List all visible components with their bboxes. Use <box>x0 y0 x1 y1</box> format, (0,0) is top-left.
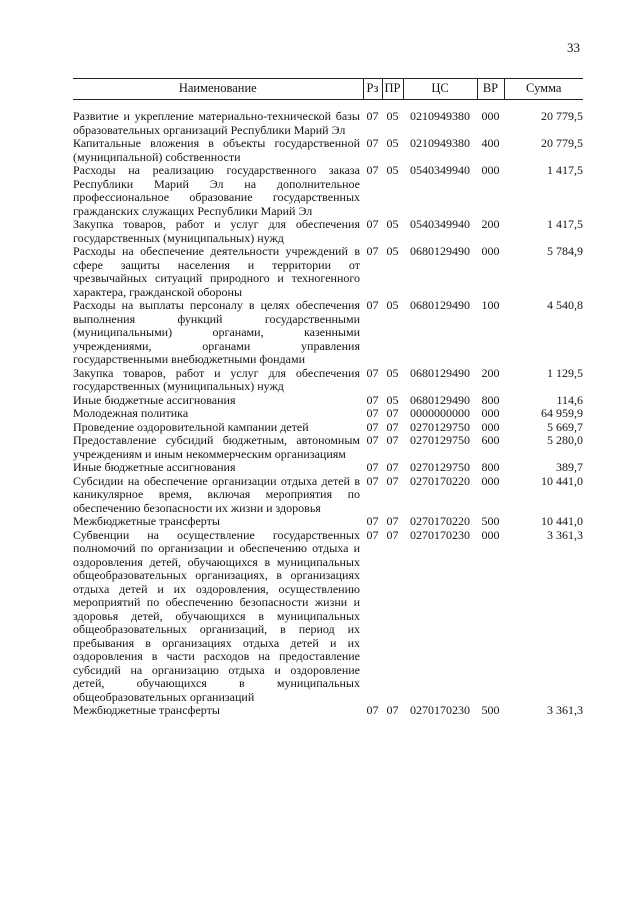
header-pr: ПР <box>382 79 403 100</box>
cell-vr: 800 <box>481 460 500 474</box>
cell-pr: 05 <box>386 298 399 312</box>
cell-name: Предоставление субсидий бюджетным, автономным учреждениям и иным некоммерческим организациям <box>73 433 360 461</box>
cell-vr: 000 <box>481 244 500 258</box>
cell-pr: 05 <box>386 365 399 380</box>
table-row <box>73 394 583 408</box>
cell-sum: 1 417,5 <box>547 163 583 177</box>
table-row <box>73 704 583 718</box>
page-number: 33 <box>567 40 580 55</box>
cell-sum: 1 417,5 <box>547 217 583 231</box>
cell-rz: 07 <box>366 473 379 488</box>
cell-rz: 07 <box>366 244 379 258</box>
cell-cs: 0270129750 <box>410 433 470 447</box>
cell-pr: 05 <box>386 392 399 407</box>
cell-name: Развитие и укрепление материально-технической базы образовательных организаций Республики Марий Эл <box>73 109 360 137</box>
cell-name: Расходы на обеспечение деятельности учреждений в сфере защиты населения и территории от чрезвычайных ситуаций природного и техногенного характера, гражданской обороны <box>73 244 360 299</box>
cell-cs: 0210949380 <box>410 109 470 123</box>
cell-sum: 20 779,5 <box>541 109 583 123</box>
table-row <box>73 299 583 367</box>
cell-pr: 05 <box>386 244 399 258</box>
cell-cs: 0680129490 <box>410 244 470 258</box>
cell-name: Межбюджетные трансферты <box>73 514 220 528</box>
cell-cs: 0270129750 <box>410 460 470 474</box>
cell-sum: 5 669,7 <box>547 419 583 434</box>
cell-rz: 07 <box>366 514 379 528</box>
cell-cs: 0270129750 <box>410 419 470 434</box>
cell-sum: 64 959,9 <box>541 406 583 420</box>
table-row <box>73 421 583 435</box>
cell-vr: 200 <box>481 217 500 231</box>
cell-sum: 4 540,8 <box>547 298 583 312</box>
table-row <box>73 137 583 164</box>
table-row <box>73 529 583 705</box>
header-cs: ЦС <box>403 79 477 100</box>
cell-name: Субвенции на осуществление государственных полномочий по организации и обеспечению отдыха и оздоровления детей, обучающихся в муниципальных общеобразовательных организациях, в организациях отдыха детей и их оздоровления, осуществлению мероприятий по обеспечению безопасности жизни и здоровья детей, обучающихся в муниципальных общеобразовательных организаций, в период их пребывания в организациях отдыха детей и их оздоровления в части расходов на предоставление субсидий на организацию отдыха и оздоровление детей, обучающихся в муниципальных общеобразовательных организаций <box>73 527 360 704</box>
cell-sum: 5 784,9 <box>547 244 583 258</box>
cell-rz: 07 <box>366 365 379 380</box>
cell-name: Молодежная политика <box>73 406 189 420</box>
cell-name: Иные бюджетные ассигнования <box>73 392 236 407</box>
cell-sum: 3 361,3 <box>547 527 583 542</box>
cell-pr: 05 <box>386 109 399 123</box>
cell-cs: 0270170230 <box>410 527 470 542</box>
cell-vr: 000 <box>481 109 500 123</box>
cell-pr: 05 <box>386 163 399 177</box>
cell-name: Межбюджетные трансферты <box>73 703 220 717</box>
header-sum: Сумма <box>504 79 583 100</box>
cell-cs: 0210949380 <box>410 136 470 150</box>
budget-table <box>73 78 583 718</box>
header-name: Наименование <box>73 79 363 100</box>
cell-pr: 07 <box>386 527 399 542</box>
cell-rz: 07 <box>366 460 379 474</box>
table-row <box>73 407 583 421</box>
cell-name: Закупка товаров, работ и услуг для обеспечения государственных (муниципальных) нужд <box>73 365 360 393</box>
cell-name: Проведение оздоровительной кампании детей <box>73 419 309 434</box>
cell-rz: 07 <box>366 392 379 407</box>
cell-vr: 500 <box>481 514 500 528</box>
table-row <box>73 245 583 299</box>
cell-pr: 07 <box>386 419 399 434</box>
cell-pr: 07 <box>386 406 399 420</box>
cell-vr: 200 <box>481 365 500 380</box>
cell-rz: 07 <box>366 433 379 447</box>
cell-rz: 07 <box>366 419 379 434</box>
cell-name: Капитальные вложения в объекты государственной (муниципальной) собственности <box>73 136 360 164</box>
cell-cs: 0540349940 <box>410 217 470 231</box>
header-vr: ВР <box>477 79 504 100</box>
cell-sum: 1 129,5 <box>547 365 583 380</box>
cell-cs: 0000000000 <box>410 406 470 420</box>
cell-name: Расходы на реализацию государственного заказа Республики Марий Эл на дополнительное профессиональное образование государственных гражданских служащих Республики Марий Эл <box>73 163 360 218</box>
cell-pr: 05 <box>386 217 399 231</box>
cell-sum: 114,6 <box>556 392 583 407</box>
cell-sum: 10 441,0 <box>541 473 583 488</box>
cell-pr: 07 <box>386 703 399 717</box>
cell-vr: 000 <box>481 406 500 420</box>
cell-vr: 000 <box>481 527 500 542</box>
cell-pr: 07 <box>386 514 399 528</box>
cell-sum: 389,7 <box>556 460 583 474</box>
cell-cs: 0270170230 <box>410 703 470 717</box>
cell-vr: 000 <box>481 163 500 177</box>
cell-cs: 0680129490 <box>410 365 470 380</box>
cell-rz: 07 <box>366 406 379 420</box>
table-row <box>73 475 583 516</box>
cell-name: Расходы на выплаты персоналу в целях обеспечения выполнения функций государственными (муниципальными) органами, казенными учреждениями, органами управления государственными внебюджетными фондами <box>73 298 360 366</box>
table-header-row <box>73 79 583 100</box>
cell-pr: 07 <box>386 473 399 488</box>
cell-sum: 3 361,3 <box>547 703 583 717</box>
table-row <box>73 164 583 218</box>
table-row <box>73 367 583 394</box>
cell-vr: 800 <box>481 392 500 407</box>
cell-name: Закупка товаров, работ и услуг для обеспечения государственных (муниципальных) нужд <box>73 217 360 245</box>
table-row <box>73 434 583 461</box>
cell-vr: 500 <box>481 703 500 717</box>
table-row <box>73 218 583 245</box>
table-body <box>73 100 583 718</box>
cell-sum: 10 441,0 <box>541 514 583 528</box>
cell-rz: 07 <box>366 217 379 231</box>
table-row <box>73 100 583 138</box>
cell-vr: 000 <box>481 419 500 434</box>
cell-sum: 5 280,0 <box>547 433 583 447</box>
cell-vr: 400 <box>481 136 500 150</box>
header-rz: Рз <box>363 79 382 100</box>
table-row <box>73 515 583 529</box>
cell-rz: 07 <box>366 703 379 717</box>
cell-rz: 07 <box>366 136 379 150</box>
cell-cs: 0680129490 <box>410 298 470 312</box>
cell-rz: 07 <box>366 163 379 177</box>
cell-sum: 20 779,5 <box>541 136 583 150</box>
cell-cs: 0540349940 <box>410 163 470 177</box>
cell-vr: 600 <box>481 433 500 447</box>
cell-rz: 07 <box>366 109 379 123</box>
cell-pr: 05 <box>386 136 399 150</box>
cell-rz: 07 <box>366 298 379 312</box>
cell-vr: 000 <box>481 473 500 488</box>
cell-name: Субсидии на обеспечение организации отдыха детей в каникулярное время, включая мероприятия по обеспечению безопасности их жизни и здоровья <box>73 473 360 515</box>
cell-cs: 0270170220 <box>410 473 470 488</box>
cell-name: Иные бюджетные ассигнования <box>73 460 236 474</box>
cell-cs: 0680129490 <box>410 392 470 407</box>
cell-pr: 07 <box>386 460 399 474</box>
cell-vr: 100 <box>481 298 500 312</box>
cell-pr: 07 <box>386 433 399 447</box>
table-row <box>73 461 583 475</box>
cell-cs: 0270170220 <box>410 514 470 528</box>
cell-rz: 07 <box>366 527 379 542</box>
